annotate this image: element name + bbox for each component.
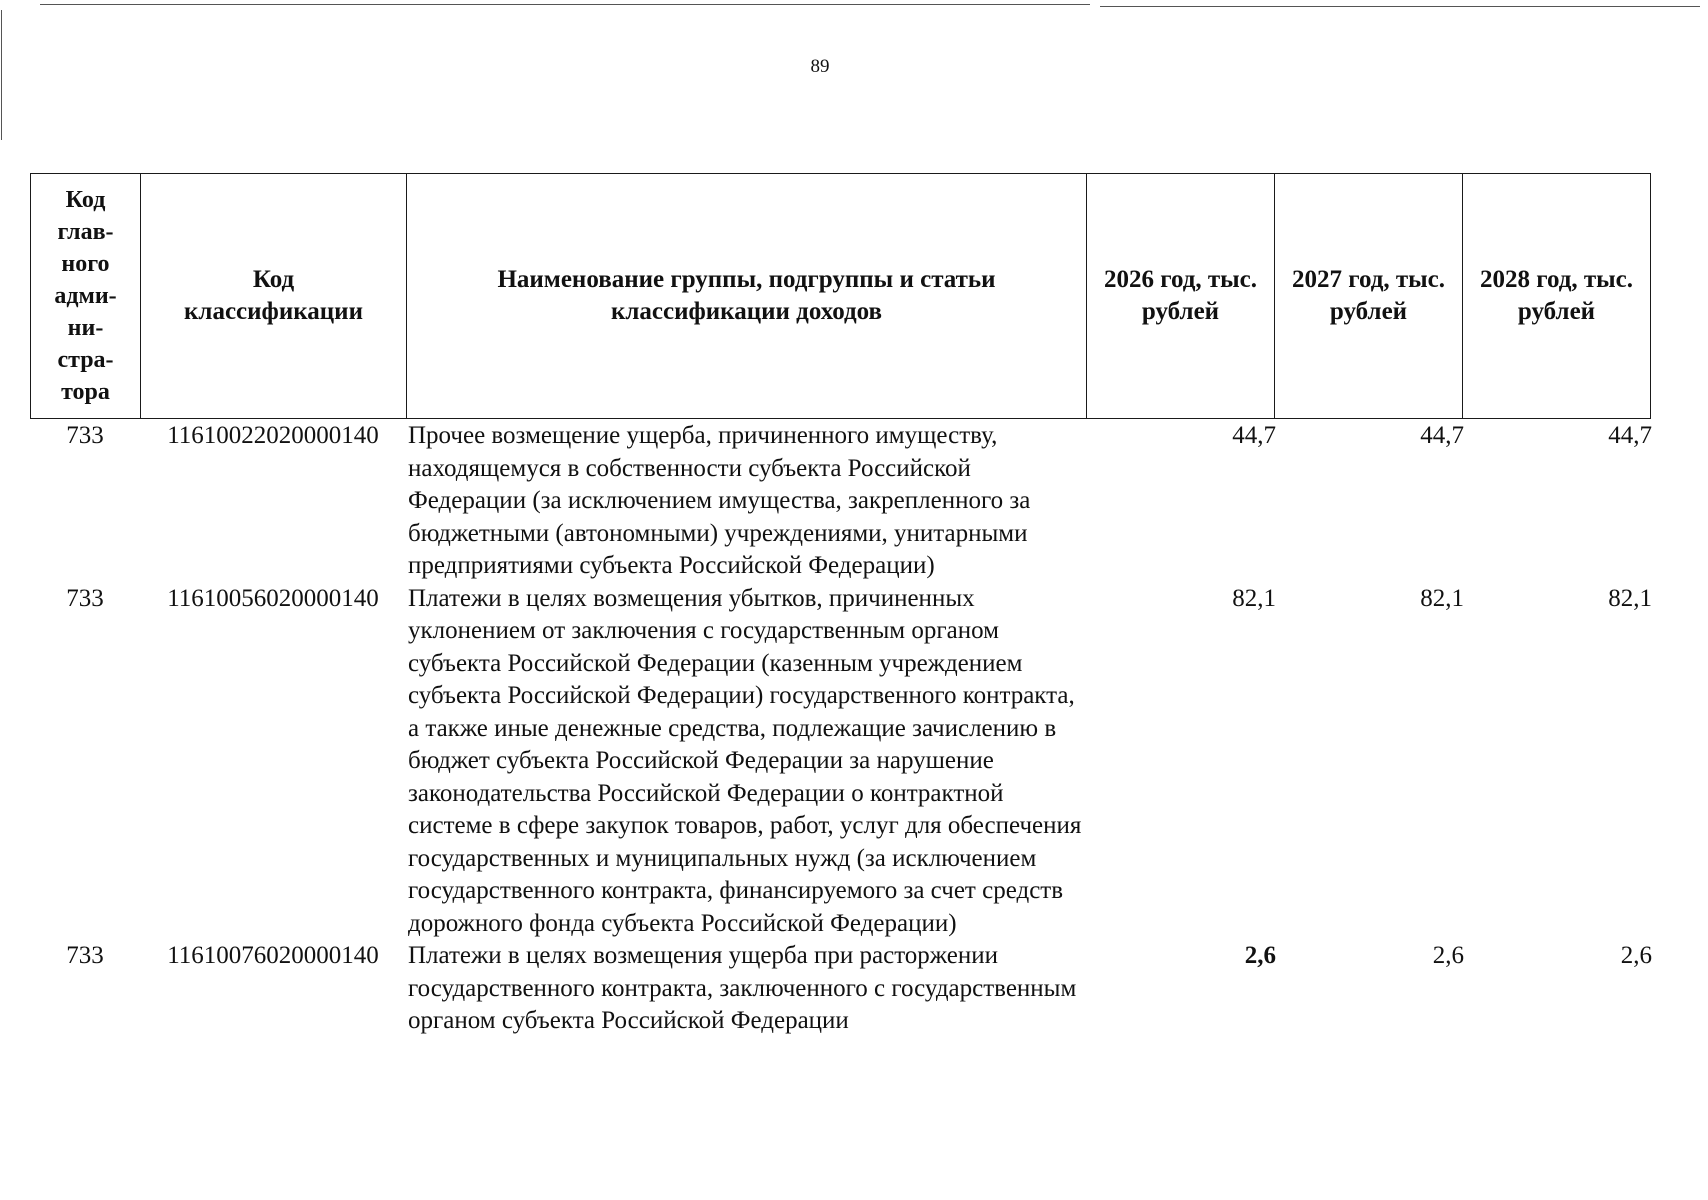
header-admin-code-text: Код глав-ного адми-ни-стра-тора [54,187,117,405]
header-2026 [1087,174,1275,419]
value-2028-cell: 2,6 [1620,942,1652,969]
value-2026-cell: 82,1 [1232,584,1276,612]
class-code-cell: 11610056020000140 [167,584,379,612]
value-2027-cell: 2,6 [1432,942,1464,969]
header-2027-text: 2027 год, тыс. рублей [1291,266,1446,325]
header-name-text: Наименование группы, подгруппы и статьи классификации доходов [497,266,996,325]
header-class-code-text: Код классификации [184,266,363,325]
header-admin-code [31,174,141,419]
table-row [30,583,1652,941]
name-cell: Прочее возмещение ущерба, причиненного имуществу, находящемуся в собственности субъекта Российской Федерации (за исключением имущества, закрепленного за бюджетными (автономными) учреждениями, унитарными предприятиями субъекта Российской Федерации) [408,422,1031,579]
value-2026-cell: 44,7 [1232,422,1276,449]
admin-code-cell: 733 [66,942,104,969]
page-number: 89 [810,56,830,77]
header-2028-text: 2028 год, тыс. рублей [1479,266,1634,325]
value-2027-cell: 82,1 [1420,584,1464,612]
value-2026-cell: 2,6 [1244,942,1276,969]
value-2028-cell: 82,1 [1608,584,1652,612]
header-2028 [1463,174,1651,419]
scan-edge-top [40,4,1090,5]
admin-code-cell: 733 [66,422,104,449]
value-2027-cell: 44,7 [1420,422,1464,449]
class-code-cell: 11610076020000140 [167,942,379,969]
header-class-code [141,174,407,419]
class-code-cell: 11610022020000140 [167,422,379,449]
admin-code-cell: 733 [66,584,104,612]
table-row [30,940,1652,1038]
value-2028-cell: 44,7 [1608,422,1652,449]
table-row [30,420,1652,583]
name-cell: Платежи в целях возмещения ущерба при расторжении государственного контракта, заключенного с государственным органом субъекта Российской Федерации [408,942,1077,1034]
header-name [407,174,1087,419]
name-cell: Платежи в целях возмещения убытков, причиненных уклонением от заключения с государственным органом субъекта Российской Федерации (казенным учреждением субъекта Российской Федерации) государственного контракта, а также иные денежные средства, подлежащие зачислению в бюджет субъекта Российской Федерации за нарушение законодательства Российской Федерации о контрактной системе в сфере закупок товаров, работ, услуг для обеспечения государственных и муниципальных нужд (за исключением государственного контракта, финансируемого за счет средств дорожного фонда субъекта Российской Федерации) [408,584,1082,937]
table-header [30,173,1651,419]
table-body [30,420,1652,1038]
header-2026-text: 2026 год, тыс. рублей [1103,266,1258,325]
scan-edge-top-right [1100,6,1700,7]
header-2027 [1275,174,1463,419]
